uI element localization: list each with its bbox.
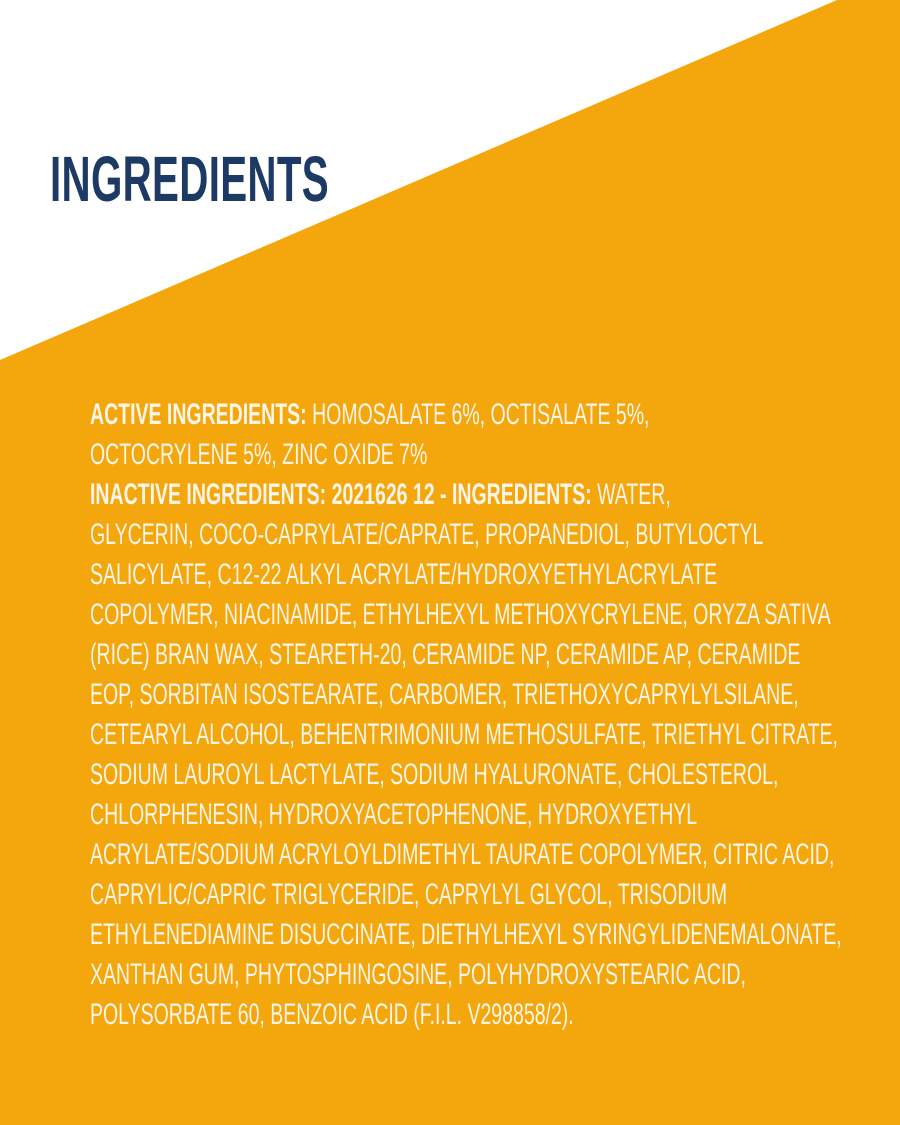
- ingredients-line: [90, 635, 801, 675]
- ingredients-line-text: ETHYLENEDIAMINE DISUCCINATE, DIETHYLHEXYL SYRINGYLIDENEMALONATE,: [90, 918, 842, 951]
- ingredients-line: [90, 715, 838, 755]
- ingredients-line-text: POLYSORBATE 60, BENZOIC ACID (F.I.L. V298858/2).: [90, 998, 574, 1031]
- ingredients-line-text: WATER,: [591, 478, 671, 511]
- ingredients-line: [90, 955, 746, 995]
- ingredients-line-text: CAPRYLIC/CAPRIC TRIGLYCERIDE, CAPRYLYL GLYCOL, TRISODIUM: [90, 878, 728, 911]
- ingredients-line-text: HOMOSALATE 6%, OCTISALATE 5%,: [306, 398, 650, 431]
- ingredients-line-text: GLYCERIN, COCO-CAPRYLATE/CAPRATE, PROPANEDIOL, BUTYLOCTYL: [90, 518, 764, 551]
- ingredients-line-text: CETEARYL ALCOHOL, BEHENTRIMONIUM METHOSULFATE, TRIETHYL CITRATE,: [90, 718, 838, 751]
- page-title: INGREDIENTS: [50, 143, 330, 215]
- ingredients-line: [90, 915, 842, 955]
- ingredients-line-text: (RICE) BRAN WAX, STEARETH-20, CERAMIDE NP, CERAMIDE AP, CERAMIDE: [90, 638, 801, 671]
- ingredients-line-text: EOP, SORBITAN ISOSTEARATE, CARBOMER, TRIETHOXYCAPRYLYLSILANE,: [90, 678, 799, 711]
- ingredients-line: [90, 475, 671, 515]
- ingredients-line: [90, 395, 650, 435]
- ingredients-line: [90, 995, 610, 1035]
- inactive-ingredients-label: INACTIVE INGREDIENTS: 2021626 12 - INGREDIENTS:: [90, 478, 592, 511]
- ingredients-line: [90, 835, 835, 875]
- ingredients-line: [90, 595, 831, 635]
- ingredients-line-text: CHLORPHENESIN, HYDROXYACETOPHENONE, HYDROXYETHYL: [90, 798, 698, 831]
- ingredients-line-text: COPOLYMER, NIACINAMIDE, ETHYLHEXYL METHOXYCRYLENE, ORYZA SATIVA: [90, 598, 831, 631]
- ingredients-line: [90, 555, 718, 595]
- ingredients-line-text: SODIUM LAUROYL LACTYLATE, SODIUM HYALURONATE, CHOLESTEROL,: [90, 758, 779, 791]
- ingredients-line: [90, 675, 799, 715]
- ingredients-line: [90, 795, 698, 835]
- ingredients-line: [90, 515, 764, 555]
- ingredients-line-text: OCTOCRYLENE 5%, ZINC OXIDE 7%: [90, 438, 428, 471]
- ingredients-line-text: XANTHAN GUM, PHYTOSPHINGOSINE, POLYHYDROXYSTEARIC ACID,: [90, 958, 746, 991]
- ingredients-line-text: ACRYLATE/SODIUM ACRYLOYLDIMETHYL TAURATE COPOLYMER, CITRIC ACID,: [90, 838, 835, 871]
- ingredients-line: [90, 875, 728, 915]
- ingredients-line-text: SALICYLATE, C12-22 ALKYL ACRYLATE/HYDROXYETHYLACRYLATE: [90, 558, 718, 591]
- ingredients-text-block: [90, 395, 890, 1035]
- active-ingredients-label: ACTIVE INGREDIENTS:: [90, 398, 307, 431]
- ingredients-line: [90, 755, 779, 795]
- ingredients-line: [90, 435, 610, 475]
